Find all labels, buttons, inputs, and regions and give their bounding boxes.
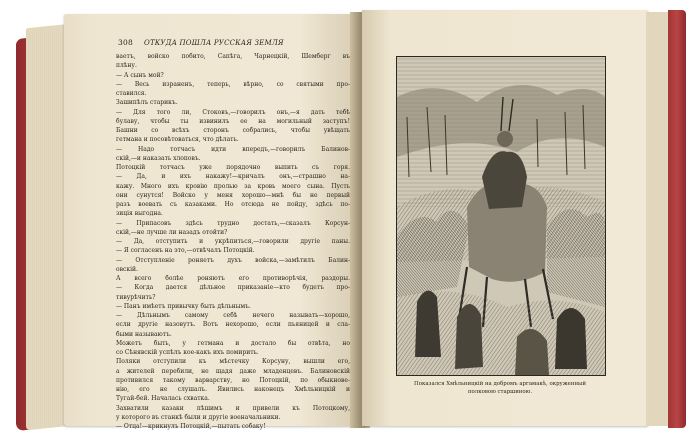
text-line: — Для того ли, Стоковъ,—говорилъ онъ,—я дать тебѣ: [116, 108, 350, 116]
text-line: кажу. Много ихъ кровію пролью за кровь моего сына. Пусть: [116, 182, 350, 190]
text-line: Захватили казаки пѣшимъ и привели къ Потоцкому,: [116, 404, 350, 412]
text-line: овскій.: [116, 265, 138, 273]
text-line: булаву, чтобы ты извинилъ ее на могильный заступъ!: [116, 117, 350, 125]
book-cover-right: [668, 10, 686, 428]
text-line: у которого въ станкѣ были и другіе военачальники.: [116, 413, 281, 421]
running-head: ОТКУДА ПОШЛА РУССКАЯ ЗЕМЛЯ: [144, 39, 284, 47]
text-line: Тугай-бей. Началась схватка.: [116, 395, 210, 403]
text-line: — Отца!—крикнулъ Потоцкій,—пытать собаку!: [116, 423, 266, 430]
text-line: — Панъ имѣетъ привычку быть дѣльнымъ.: [116, 302, 251, 310]
text-line: — Отступленіе роняетъ духъ войска,—замѣтилъ Балин-: [116, 256, 350, 264]
text-line: со Сѣнявскій успѣлъ кое-какъ ихъ помирить.: [116, 349, 259, 356]
text-line: быми называютъ.: [116, 330, 172, 338]
text-line: скій,—и наказать хлоповъ.: [116, 154, 201, 162]
text-line: они сунутся! Войско у меня хорошо—мнѣ бы не первый: [116, 191, 350, 199]
text-line: — Да, и ихъ накажу!—кричалъ онъ,—страшно на-: [116, 173, 350, 181]
text-line: Башни со всѣхъ сторонъ собрались, чтобы увѣщать: [116, 127, 350, 134]
text-line: зиція выгодна.: [116, 210, 163, 218]
text-line: — Когда дается дѣльное приказаніе—кто будетъ про-: [116, 284, 350, 292]
text-line: Поляки отступили къ мѣстечку Корсуну, вышли его,: [116, 358, 350, 366]
text-line: — А сынъ мой?: [116, 71, 164, 79]
text-line: ставился.: [116, 90, 147, 97]
text-line: тивурѣчить?: [116, 293, 156, 301]
caption-line: Показался Хмѣльницкій на добромъ аргамакѣ, окруженный: [414, 381, 586, 387]
text-line: разъ воевать съ казаками. Но отсюда не пойду, здѣсь по-: [116, 201, 350, 208]
text-line: Можетъ быть, у гетмана и достало бы отвѣта, но: [116, 339, 350, 347]
left-page-header: [118, 38, 350, 50]
text-line: — Дѣльнымъ самому себѣ нечего называть—хорошо,: [116, 312, 350, 319]
engraving-svg: [397, 57, 605, 375]
text-line: — Весь израненъ, теперь, вѣрно, со святыми про-: [116, 80, 350, 88]
body-text: [116, 52, 350, 430]
text-line: а жителей перебили, не щадя даже младенцевъ. Балиновскій: [116, 367, 350, 375]
text-line: — Припасовъ здѣсь трудно достать,—сказалъ Корсун-: [116, 219, 350, 227]
page-number: 308: [118, 38, 133, 47]
text-line: — Я согласенъ на это,—отвѣчалъ Потоцкій.: [116, 247, 255, 255]
text-line: ваетъ, войско побито, Сапѣга, Чарнецкій, Шемберг въ: [116, 53, 350, 60]
caption-line: полковою старшиною.: [467, 389, 533, 395]
text-line: гетмана и посовѣтоваться, что дѣлать.: [116, 136, 239, 144]
text-line: если другіе назовутъ. Вотъ нехорошо, если пьяницей и сла-: [116, 321, 350, 329]
cossack-hetman-engraving-icon: [396, 56, 606, 376]
text-line: противился такому варварству, но Потоцкій, по обыкнове-: [116, 376, 350, 384]
text-line: Зашипѣлъ старикъ.: [116, 99, 178, 107]
text-line: — Надо тотчасъ идти впередъ,—говорилъ Балинов-: [116, 145, 350, 153]
text-line: — Да, отступить и укрѣпиться,—говорили другіе паны.: [116, 238, 350, 245]
text-line: скій,—не лучше ли назадъ отойти?: [116, 228, 228, 236]
illustration-caption: [400, 380, 600, 396]
text-line: нію, его не слушалъ. Явились наконецъ Хмѣльницкій и: [116, 386, 350, 393]
text-line: Потоцкій тотчасъ уже порядочно выпить съ горя.: [116, 164, 350, 171]
text-line: А всего болѣе роняютъ его противорѣчія, раздоры.: [116, 275, 350, 282]
text-line: плѣну.: [116, 62, 137, 70]
